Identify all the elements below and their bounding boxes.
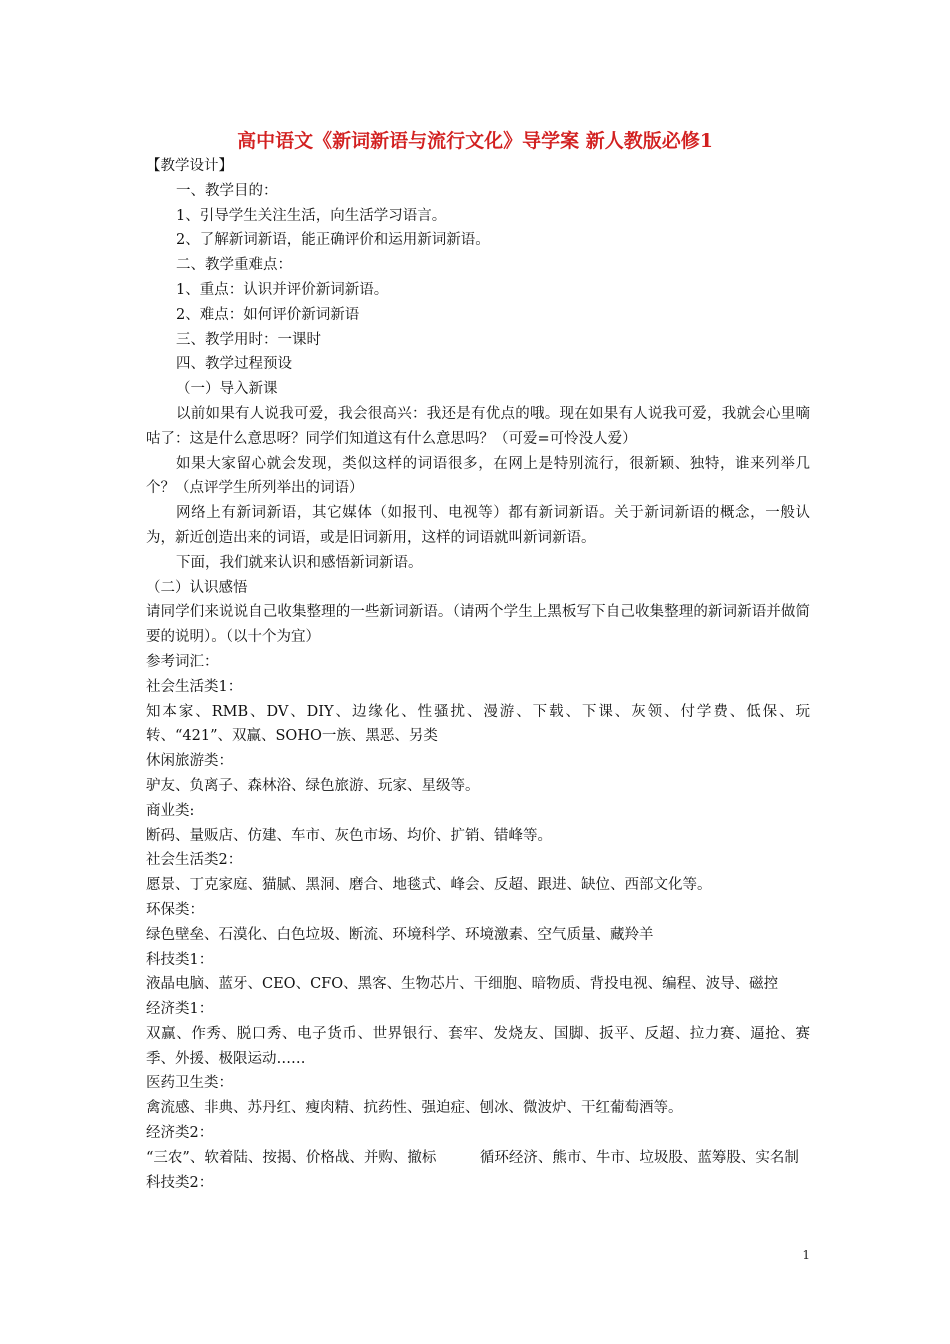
text-line: 参考词汇： xyxy=(146,653,219,670)
text-line: 禽流感、非典、苏丹红、瘦肉精、抗药性、强迫症、刨冰、微波炉、干红葡萄酒等。 xyxy=(146,1100,683,1117)
text-line: 科技类1： xyxy=(146,951,214,968)
text-line: 断码、量贩店、仿建、车市、灰色市场、均价、扩销、错峰等。 xyxy=(146,827,552,844)
text-line: 2、难点：如何评价新词新语 xyxy=(176,306,360,323)
text-line: 社会生活类2： xyxy=(146,852,243,869)
text-line: 愿景、丁克家庭、猫腻、黑洞、磨合、地毯式、峰会、反超、跟进、缺位、西部文化等。 xyxy=(146,877,712,894)
text-line: 网络上有新词新语，其它媒体（如报刊、电视等）都有新词新语。关于新词新语的概念，一般认为，新近创造出来的词语，或是旧词新用，这样的词语就叫新词新语。 xyxy=(146,505,810,546)
text-line: 知本家、RMB、DV、DIY、边缘化、性骚扰、漫游、下载、下课、灰领、付学费、低保、玩转、“421”、双赢、SOHO一族、黑恶、另类 xyxy=(146,703,810,745)
text-line: 二、教学重难点： xyxy=(176,257,292,274)
document-body xyxy=(146,154,810,1195)
text-line: （一）导入新课 xyxy=(176,381,278,398)
text-line: 驴友、负离子、森林浴、绿色旅游、玩家、星级等。 xyxy=(146,777,480,794)
text-line: 休闲旅游类： xyxy=(146,753,233,770)
text-line: 1、重点：认识并评价新词新语。 xyxy=(176,281,389,298)
text-line: 一、教学目的： xyxy=(176,182,278,199)
text-line: 四、教学过程预设 xyxy=(176,356,292,373)
text-line: 医药卫生类： xyxy=(146,1075,233,1092)
page-number: 1 xyxy=(802,1248,810,1262)
text-line: 如果大家留心就会发现，类似这样的词语很多，在网上是特别流行，很新颖、独特，谁来列举几个？（点评学生所列举出的词语） xyxy=(146,455,810,497)
text-line: 双赢、作秀、脱口秀、电子货币、世界银行、套牢、发烧友、国脚、扳平、反超、拉力赛、逼抢、赛季、外援、极限运动…… xyxy=(146,1025,810,1067)
text-line: 【教学设计】 xyxy=(146,158,233,174)
text-line: 下面，我们就来认识和感悟新词新语。 xyxy=(176,554,423,571)
document-title: 高中语文《新词新语与流行文化》导学案 新人教版必修1 xyxy=(237,130,713,152)
text-line: （二）认识感悟 xyxy=(146,579,248,596)
text-line: 经济类2： xyxy=(146,1125,214,1142)
text-line: 绿色壁垒、石漠化、白色垃圾、断流、环境科学、环境激素、空气质量、藏羚羊 xyxy=(146,926,654,943)
text-line: 2、了解新词新语，能正确评价和运用新词新语。 xyxy=(176,232,490,249)
text-line: 三、教学用时：一课时 xyxy=(176,331,321,348)
text-line: 科技类2： xyxy=(146,1174,214,1191)
text-line: 1、引导学生关注生活，向生活学习语言。 xyxy=(176,207,447,224)
text-line: 液晶电脑、蓝牙、CEO、CFO、黑客、生物芯片、干细胞、暗物质、背投电视、编程、波导、磁控 xyxy=(146,976,779,993)
text-line: 商业类: xyxy=(146,802,195,819)
text-line: 经济类1： xyxy=(146,1001,214,1018)
text-line: 社会生活类1： xyxy=(146,678,243,695)
text-line: 环保类： xyxy=(146,901,204,918)
text-line: 请同学们来说说自己收集整理的一些新词新语。（请两个学生上黑板写下自己收集整理的新词新语并做简要的说明）。（以十个为宜） xyxy=(146,604,810,646)
text-line: 以前如果有人说我可爱，我会很高兴：我还是有优点的哦。现在如果有人说我可爱，我就会心里嘀咕了：这是什么意思呀？同学们知道这有什么意思吗？（可爱=可怜没人爱） xyxy=(146,405,810,447)
text-line: “三农”、软着陆、按揭、价格战、并购、撤标 循环经济、熊市、牛市、垃圾股、蓝筹股、实名制 xyxy=(146,1149,799,1166)
